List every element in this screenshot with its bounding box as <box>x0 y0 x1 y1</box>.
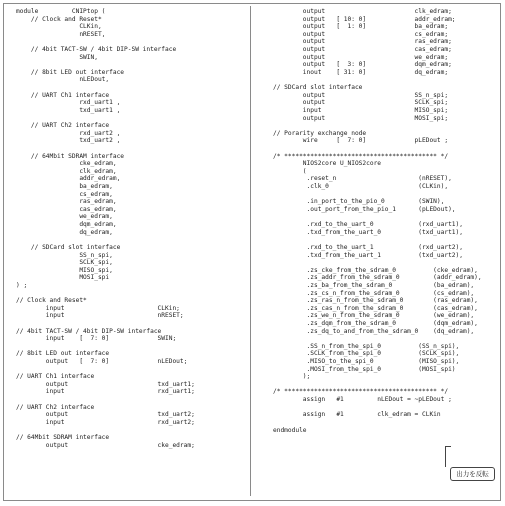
code-line: MISO_spi, <box>16 266 113 274</box>
code-line <box>16 84 195 92</box>
code-line <box>273 236 482 244</box>
code-line <box>273 419 482 427</box>
code-line: // 4bit TACT-SW / 4bit DIP-SW interface <box>16 327 162 335</box>
code-line: input rxd_uart1; <box>16 388 195 396</box>
code-line: // 8bit LED out interface <box>16 350 110 358</box>
code-line: output cs_edram; <box>273 30 449 38</box>
code-line <box>16 320 195 328</box>
code-line: // SDCard slot interface <box>16 243 121 251</box>
code-line: cas_edram, <box>16 205 117 213</box>
code-line <box>16 38 195 46</box>
invert-output-callout: 出力を反転 <box>450 467 495 481</box>
code-line <box>16 366 195 374</box>
code-line: // Clock and Reset* <box>16 15 102 23</box>
code-line: input MISO_spi; <box>273 106 449 114</box>
code-line: rxd_uart2 , <box>16 129 121 137</box>
code-line: .rxd_to_the_uart_0 (rxd_uart1), <box>273 221 463 229</box>
code-line: clk_edram, <box>16 167 117 175</box>
code-line <box>273 191 482 199</box>
code-line: addr_edram, <box>16 175 121 183</box>
code-line: output [ 3: 0] dqm_edram; <box>273 61 452 69</box>
code-line: // Clock and Reset* <box>16 297 87 305</box>
code-line: ba_edram, <box>16 183 113 191</box>
code-line: .zs_dq_to_and_from_the_sdram_0 (dq_edram), <box>273 327 475 335</box>
code-line: // UART Ch2 interface <box>16 122 110 130</box>
code-line: .out_port_from_the_pio_1 (pLEDout), <box>273 205 456 213</box>
code-line: output txd_uart1; <box>16 380 195 388</box>
code-line: output we_edram; <box>273 53 449 61</box>
code-line: module CNIPtop ( <box>16 8 106 15</box>
code-line: endmodule <box>273 426 307 434</box>
code-line <box>273 76 482 84</box>
code-line: MOSI_spi <box>16 274 110 282</box>
code-line: output [ 1: 0] ba_edram; <box>273 23 449 31</box>
code-line: CLKin, <box>16 23 102 31</box>
code-line: .txd_from_the_uart_0 (txd_uart1), <box>273 228 463 236</box>
code-line: wire [ 7: 0] pLEDout ; <box>273 137 449 145</box>
code-line: output SS_n_spi; <box>273 91 449 99</box>
code-line: dq_edram, <box>16 228 113 236</box>
code-line: SS_n_spi, <box>16 251 113 259</box>
code-line: .SCLK_from_the_spi_0 (SCLK_spi), <box>273 350 460 358</box>
code-line <box>16 145 195 153</box>
code-line: output MOSI_spi; <box>273 114 449 122</box>
code-line <box>16 396 195 404</box>
code-line: input rxd_uart2; <box>16 418 195 426</box>
code-line <box>273 213 482 221</box>
code-line <box>16 61 195 69</box>
code-line: nLEDout, <box>16 76 110 84</box>
code-line: input CLKin; <box>16 304 180 312</box>
code-line: nRESET, <box>16 30 106 38</box>
code-line <box>273 335 482 343</box>
code-line <box>273 381 482 389</box>
code-line: .zs_cs_n_from_the_sdram_0 (cs_edram), <box>273 289 475 297</box>
code-line <box>16 115 195 123</box>
code-line: assign #1 nLEDout = ~pLEDout ; <box>273 396 452 404</box>
code-line: cs_edram, <box>16 190 113 198</box>
code-line: output ras_edram; <box>273 38 452 46</box>
code-line: .zs_we_n_from_the_sdram_0 (we_edram), <box>273 312 475 320</box>
code-line: .SS_n_from_the_spi_0 (SS_n_spi), <box>273 342 460 350</box>
code-line <box>273 145 482 153</box>
code-line: .txd_from_the_uart_1 (txd_uart2), <box>273 251 463 259</box>
code-line: .zs_dqm_from_the_sdram_0 (dqm_edram), <box>273 319 478 327</box>
code-line: .zs_cke_from_the_sdram_0 (cke_edram), <box>273 266 478 274</box>
code-line: cke_edram, <box>16 160 117 168</box>
code-line: assign #1 clk_edram = CLKin <box>273 411 441 419</box>
column-divider <box>250 6 251 496</box>
code-line: /* ***************************************** */ <box>273 388 449 396</box>
code-line: output cke_edram; <box>16 441 195 449</box>
code-line: ) ; <box>16 281 28 289</box>
code-line: ras_edram, <box>16 198 117 206</box>
code-line: .zs_cas_n_from_the_sdram_0 (cas_edram), <box>273 304 478 312</box>
code-line: SCLK_spi, <box>16 259 113 267</box>
code-line <box>273 404 482 412</box>
code-line: .MISO_to_the_spi_0 (MISO_spi), <box>273 358 460 366</box>
code-line: output SCLK_spi; <box>273 99 449 107</box>
code-line: // 4bit TACT-SW / 4bit DIP-SW interface <box>16 46 177 54</box>
code-line: .rxd_to_the_uart_1 (rxd_uart2), <box>273 243 463 251</box>
code-line: output clk_edram; <box>273 8 452 15</box>
code-line: rxd_uart1 , <box>16 99 121 107</box>
code-line: ( <box>273 167 307 175</box>
code-line: .zs_ras_n_from_the_sdram_0 (ras_edram), <box>273 297 478 305</box>
code-line: .MOSI_from_the_spi_0 (MOSI_spi) <box>273 365 456 373</box>
code-line: output txd_uart2; <box>16 411 195 419</box>
code-line: // UART Ch1 interface <box>16 91 110 99</box>
code-line: output cas_edram; <box>273 46 452 54</box>
code-line: txd_uart1 , <box>16 106 121 114</box>
code-line: input [ 7: 0] SWIN; <box>16 335 177 343</box>
code-line: output [ 7: 0] nLEDout; <box>16 358 188 366</box>
code-line: SWIN, <box>16 53 98 61</box>
code-line: .clk_0 (CLKin), <box>273 183 449 191</box>
code-line <box>16 427 195 435</box>
code-line: inout [ 31: 0] dq_edram; <box>273 68 449 76</box>
code-line: .in_port_to_the_pio_0 (SWIN), <box>273 198 445 206</box>
code-line: .zs_ba_from_the_sdram_0 (ba_edram), <box>273 281 475 289</box>
code-line <box>16 236 195 244</box>
code-line: .zs_addr_from_the_sdram_0 (addr_edram), <box>273 274 482 282</box>
code-line: output [ 10: 0] addr_edram; <box>273 15 456 23</box>
code-line: NIOS2core U_NIOS2core <box>273 160 382 168</box>
code-line <box>273 259 482 267</box>
code-line: /* ***************************************** */ <box>273 152 449 160</box>
code-line: // 64Mbit SDRAM interface <box>16 434 110 442</box>
code-line: // 64Mbit SDRAM interface <box>16 152 125 160</box>
callout-leader-line <box>445 447 446 467</box>
code-line: // UART Ch2 interface <box>16 403 95 411</box>
code-line <box>16 343 195 351</box>
code-line: // SDCard slot interface <box>273 84 363 92</box>
code-line: // UART Ch1 interface <box>16 373 95 381</box>
code-column-left <box>16 8 195 449</box>
code-line <box>273 122 482 130</box>
code-line: dqm_edram, <box>16 221 117 229</box>
code-line <box>16 290 195 298</box>
code-column-right <box>273 8 482 434</box>
code-line: // 8bit LED out interface <box>16 68 125 76</box>
code-line: ); <box>273 373 311 381</box>
code-line: // Porarity exchange node <box>273 129 367 137</box>
code-line: input nRESET; <box>16 312 184 320</box>
code-line: we_edram, <box>16 213 113 221</box>
code-line: .reset_n (nRESET), <box>273 175 452 183</box>
code-line: txd_uart2 , <box>16 137 121 145</box>
